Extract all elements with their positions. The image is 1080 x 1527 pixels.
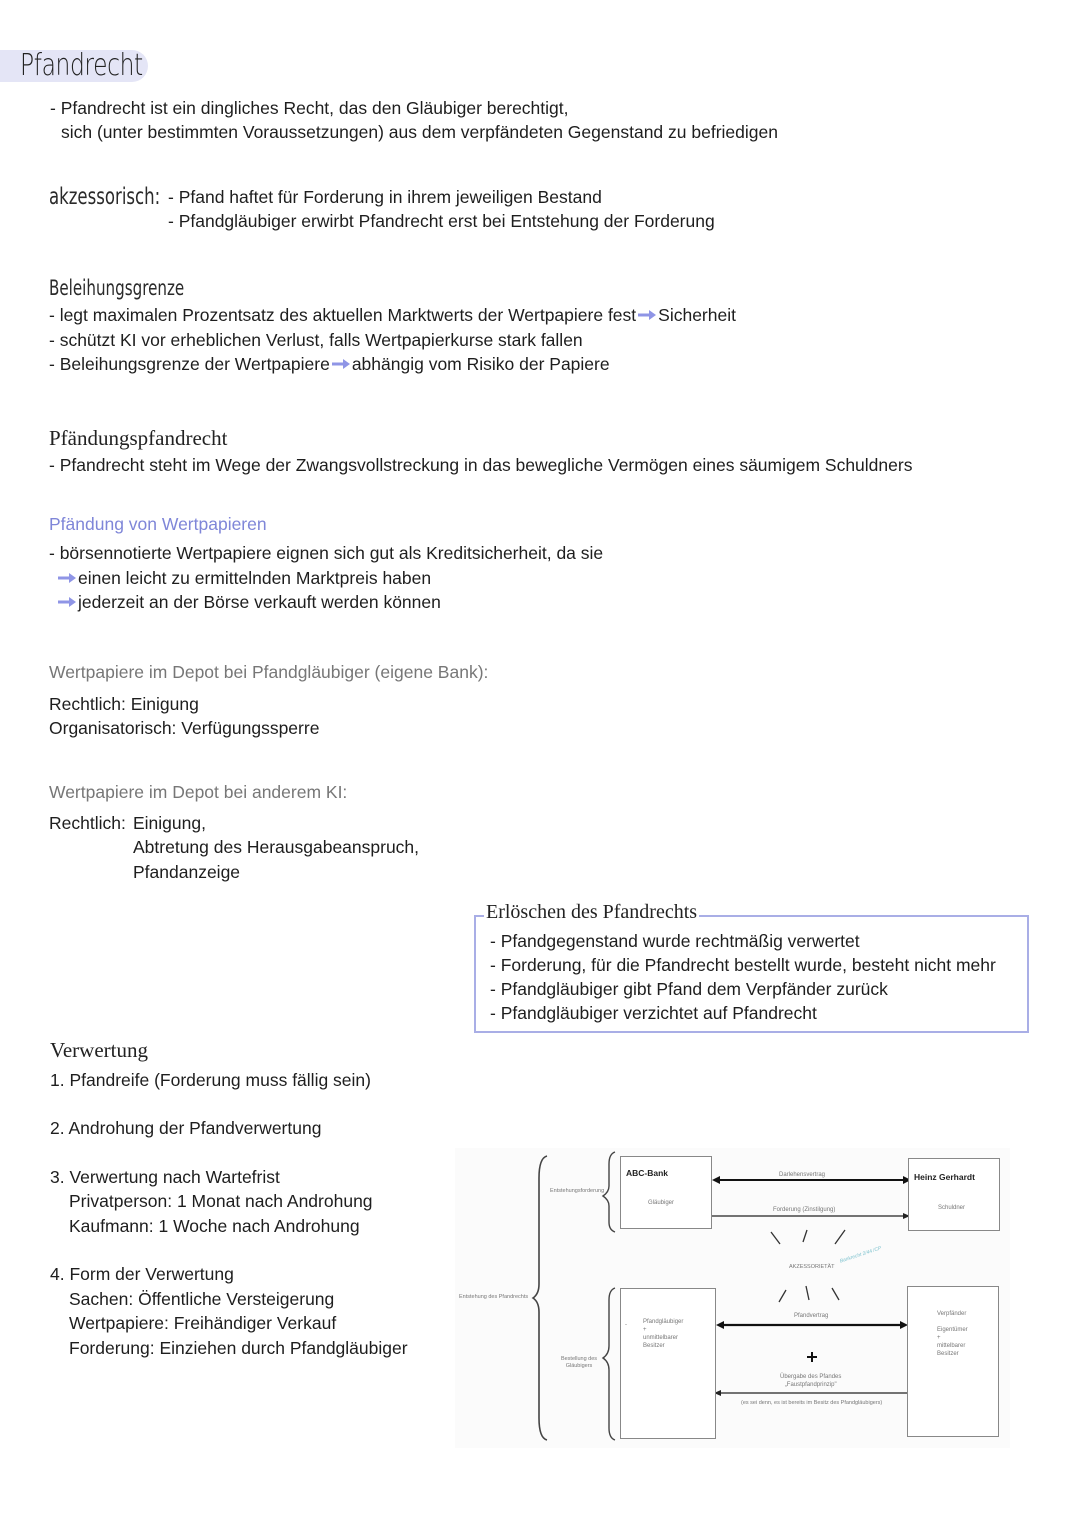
pfaendungspfandrecht-heading: Pfändungspfandrecht [49, 426, 228, 450]
brace-outer-label: Entstehung des Pfandrechts [459, 1294, 529, 1300]
verwertung-step-2: 2. Androhung der Pfandverwertung [50, 1118, 322, 1138]
beleihungsgrenze-line-1: - legt maximalen Prozentsatz des aktuellen Marktwerts der Wertpapiere fest Sicherheit [49, 305, 736, 325]
verwertung-step-4: 4. Form der Verwertung [50, 1264, 234, 1284]
arrow-right-icon [331, 358, 351, 370]
verwertung-step-3: 3. Verwertung nach Wartefrist [50, 1167, 280, 1187]
pfaendungspfandrecht-line: - Pfandrecht steht im Wege der Zwangsvollstreckung in das bewegliche Vermögen eines säumigem Schuldners [49, 455, 913, 475]
depot-eigene-line-2: Organisatorisch: Verfügungssperre [49, 718, 320, 738]
intro-line-1: - Pfandrecht ist ein dingliches Recht, das den Gläubiger berechtigt, [50, 98, 569, 118]
depot-anderes-item: Einigung, [133, 813, 206, 833]
verwertung-step-4-sub: Wertpapiere: Freihändiger Verkauf [69, 1313, 337, 1333]
depot-anderes-label: Rechtlich: [49, 813, 126, 833]
arrow-right-icon [637, 309, 657, 321]
verwertung-heading: Verwertung [50, 1038, 148, 1062]
depot-anderes-item: Abtretung des Herausgabeanspruch, [133, 837, 420, 857]
arrow-list-item: einen leicht zu ermittelnden Marktpreis haben [56, 566, 431, 591]
brace-bottom-label: Bestellung des Gläubigers [560, 1356, 598, 1369]
pledgor-box-text: Verpfänder Eigentümer + mittelbarer Besitzer [937, 1311, 968, 1357]
creditor-box-text: Pfandgläubiger + unmittelbarer Besitzer [643, 1319, 684, 1349]
pfandrecht-diagram: ABC-Bank Gläubiger Heinz Gerhardt Schuldner - Pfandgläubiger + unmittelbarer Besitzer Verpfänder Eigentümer + mittelbarer Besitzer Entstehung des Pfandrechts Entstehungsforderung Bestellung des Gläubigers Darlehensvertrag Forderung (Zinstilgung) AKZESSORIETÄT Bankrecht 2/44 /CP Pfandvertrag Übergabe des Pfandes „Faustpfandprinzip" (es sei denn, es ist bereits im Besitz des Pfandgläubigers) [455, 1148, 1010, 1448]
erloeschen-heading: Erlöschen des Pfandrechts [486, 901, 698, 923]
debtor-box [908, 1158, 1000, 1231]
depot-eigene-heading: Wertpapiere im Depot bei Pfandgläubiger (eigene Bank): [49, 662, 489, 682]
pfaendung-wertpapiere-heading: Pfändung von Wertpapieren [49, 514, 267, 534]
depot-eigene-line-1: Rechtlich: Einigung [49, 694, 199, 714]
verwertung-step-3-sub: Kaufmann: 1 Woche nach Androhung [69, 1216, 360, 1236]
beleihungsgrenze-line-2: - schützt KI vor erheblichen Verlust, falls Wertpapierkurse stark fallen [49, 330, 583, 350]
bank-role: Gläubiger [648, 1200, 675, 1206]
akzessorietaet-label: AKZESSORIETÄT [789, 1264, 835, 1270]
verwertung-step-1: 1. Pfandreife (Forderung muss fällig sein) [50, 1070, 371, 1090]
depot-anderes-item: Pfandanzeige [133, 862, 241, 882]
intro-line-2: sich (unter bestimmten Voraussetzungen) aus dem verpfändeten Gegenstand zu befriedigen [61, 122, 778, 142]
verwertung-step-3-sub: Privatperson: 1 Monat nach Androhung [69, 1191, 373, 1211]
arrow-label-forderung: Forderung (Zinstilgung) [773, 1207, 836, 1213]
erloeschen-item: - Pfandgläubiger verzichtet auf Pfandrecht [490, 1003, 817, 1023]
debtor-name: Heinz Gerhardt [914, 1172, 975, 1182]
debtor-role: Schuldner [938, 1205, 966, 1211]
erloeschen-item: - Pfandgläubiger gibt Pfand dem Verpfänder zurück [490, 979, 888, 999]
verwertung-step-4-sub: Sachen: Öffentliche Versteigerung [69, 1289, 335, 1309]
bank-name: ABC-Bank [626, 1168, 669, 1178]
page-title: Pfandrecht [20, 48, 143, 83]
pledgor-box [907, 1286, 999, 1437]
depot-anderes-heading: Wertpapiere im Depot bei anderem KI: [49, 782, 348, 802]
akzessorisch-item: - Pfandgläubiger erwirbt Pfandrecht erst bei Entstehung der Forderung [168, 211, 715, 231]
akzessorisch-item: - Pfand haftet für Forderung in ihrem jeweiligen Bestand [168, 187, 602, 207]
beleihungsgrenze-heading: Beleihungsgrenze [49, 276, 185, 300]
arrow-list-item: jederzeit an der Börse verkauft werden können [56, 590, 441, 615]
handwritten-note: Bankrecht 2/44 /CP [839, 1245, 883, 1265]
erloeschen-item: - Pfandgegenstand wurde rechtmäßig verwertet [490, 931, 860, 951]
bank-box [620, 1156, 712, 1229]
arrow-right-icon [57, 572, 77, 584]
arrow-label-darlehensvertrag: Darlehensvertrag [779, 1172, 826, 1178]
verwertung-step-4-sub: Forderung: Einziehen durch Pfandgläubiger [69, 1338, 408, 1358]
creditor-box [620, 1288, 716, 1439]
erloeschen-item: - Forderung, für die Pfandrecht bestellt wurde, besteht nicht mehr [490, 955, 996, 975]
beleihungsgrenze-line-3: - Beleihungsgrenze der Wertpapiere abhängig vom Risiko der Papiere [49, 354, 610, 374]
akzessorisch-label: akzessorisch: [49, 184, 161, 210]
arrow-label-pfandvertrag: Pfandvertrag [794, 1313, 829, 1319]
arrow-right-icon [57, 596, 77, 608]
brace-top-label: Entstehungsforderung [550, 1188, 605, 1194]
diagram-note: (es sei denn, es ist bereits im Besitz des Pfandgläubigers) [741, 1400, 883, 1406]
arrow-label-uebergabe: Übergabe des Pfandes „Faustpfandprinzip" [780, 1374, 842, 1388]
pfaendung-wertpapiere-line: - börsennotierte Wertpapiere eignen sich gut als Kreditsicherheit, da sie [49, 543, 604, 563]
